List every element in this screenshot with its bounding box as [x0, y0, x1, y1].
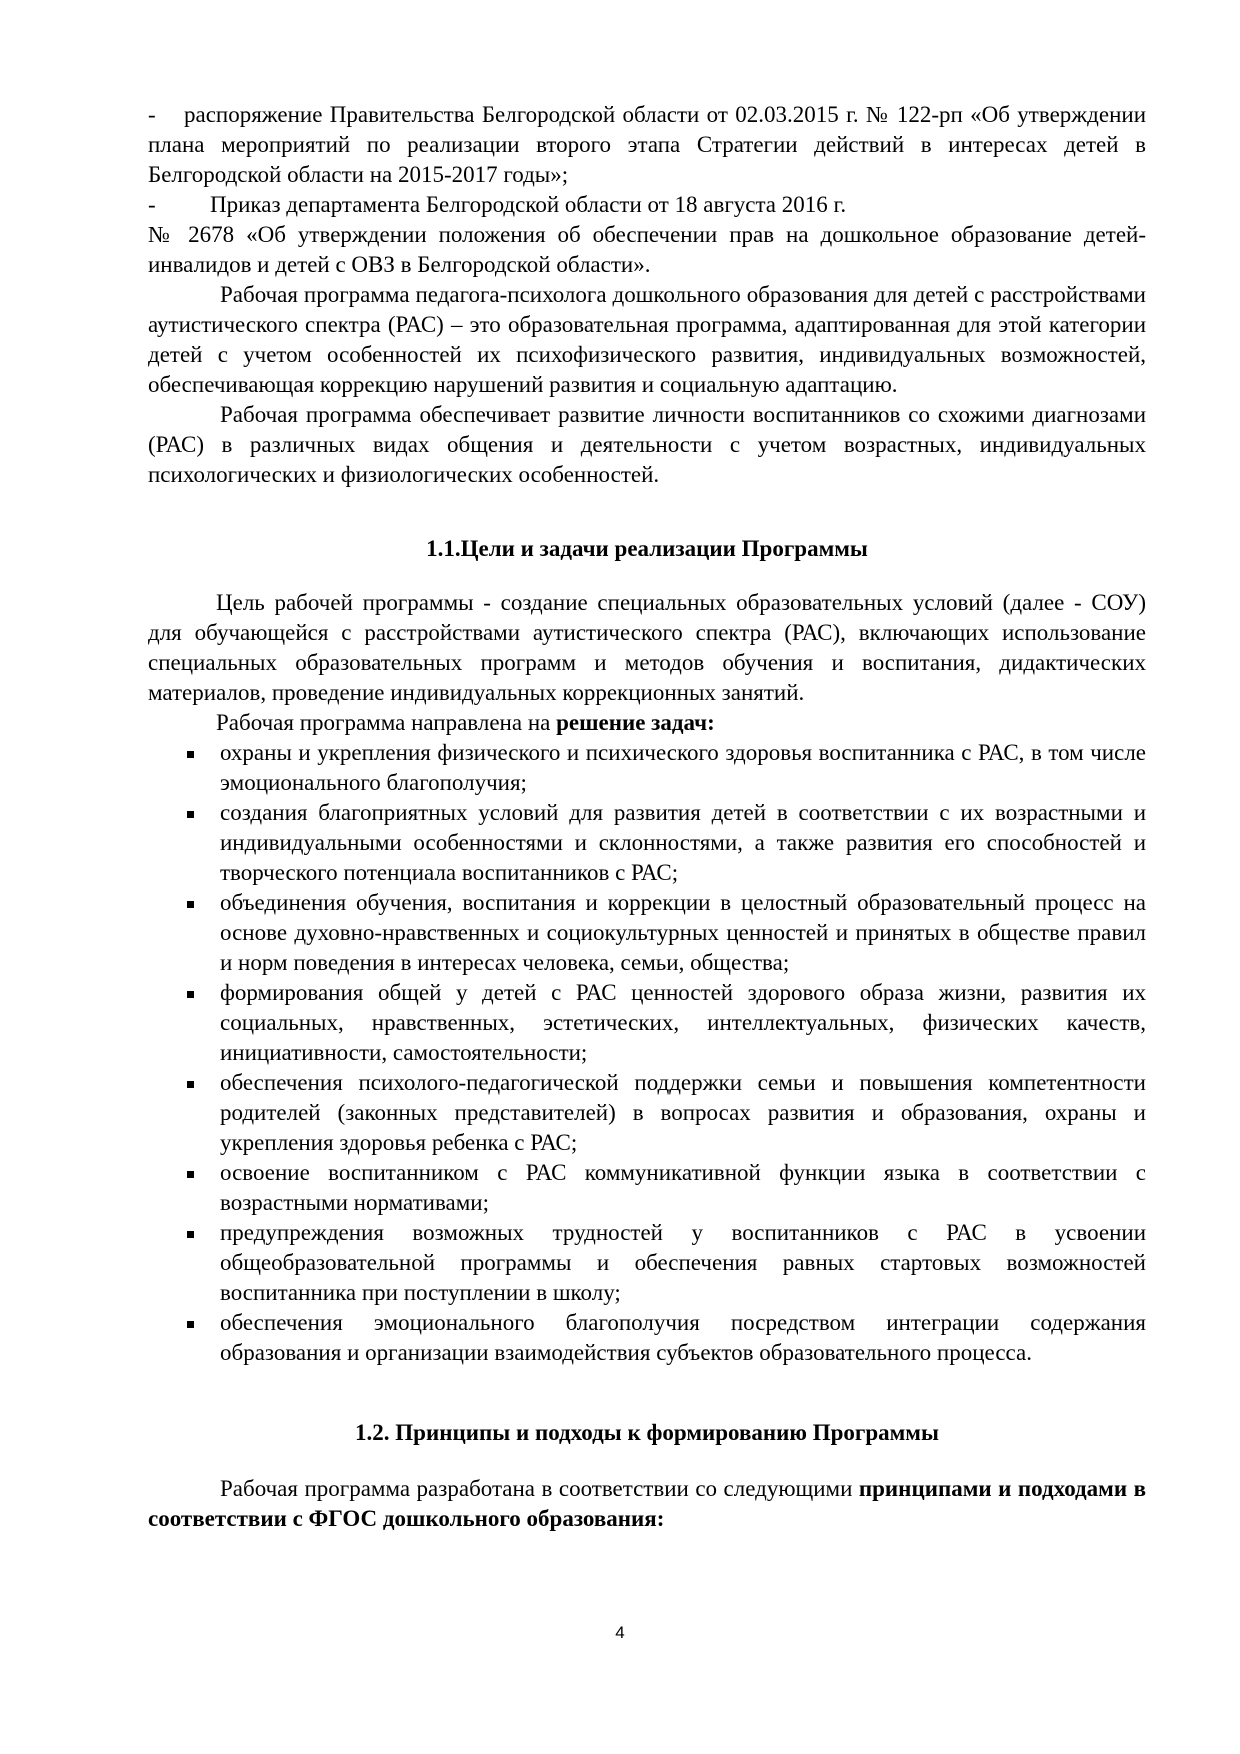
section-2-body	[148, 1474, 1146, 1534]
task-text: освоение воспитанником с РАС коммуникативной функции языка в соответствии с возрастными нормативами;	[220, 1160, 1146, 1215]
legal-item-1-text: распоряжение Правительства Белгородской области от 02.03.2015 г. № 122-рп «Об утверждении плана мероприятий по реализации второго этапа Стратегии действий в интересах детей в Белгородской области на 2015-2017 годы»;	[148, 102, 1146, 187]
task-text: создания благоприятных условий для развития детей в соответствии с их возрастными и индивидуальными особенностями и склонностями, а также развития его способностей и творческого потенциала воспитанников с РАС;	[220, 800, 1146, 885]
list-item	[148, 1158, 1146, 1218]
tasks-intro-bold: решение задач:	[556, 710, 715, 735]
principles-paragraph	[148, 1474, 1146, 1534]
bullet-icon	[187, 1081, 194, 1088]
intro-paragraph-1: Рабочая программа педагога-психолога дошкольного образования для детей с расстройствами аутистического спектра (РАС) – это образовательная программа, адаптированная для этой категории детей с учетом особенностей их психофизического развития, индивидуальных возможностей, обеспечивающая коррекцию нарушений развития и социальную адаптацию.	[148, 282, 1146, 397]
task-text: обеспечения психолого-педагогической поддержки семьи и повышения компетентности родителей (законных представителей) в вопросах развития и образования, охраны и укрепления здоровья ребенка с РАС;	[220, 1070, 1146, 1155]
intro-block	[148, 100, 1146, 490]
dash-marker: -	[148, 102, 156, 127]
intro-paragraph-2: Рабочая программа обеспечивает развитие личности воспитанников со схожими диагнозами (РАС) в различных видах общения и деятельности с учетом возрастных, индивидуальных психологических и физиологических особенностей.	[148, 402, 1146, 487]
page-number: 4	[615, 1623, 625, 1642]
bullet-icon	[187, 1171, 194, 1178]
list-item	[148, 1308, 1146, 1368]
task-text: обеспечения эмоционального благополучия посредством интеграции содержания образования и организации взаимодействия субъектов образовательного процесса.	[220, 1310, 1146, 1365]
bullet-icon	[187, 751, 194, 758]
task-text: объединения обучения, воспитания и коррекции в целостный образовательный процесс на основе духовно-нравственных и социокультурных ценностей и принятых в обществе правил и норм поведения в интересах человека, семьи, общества;	[220, 890, 1146, 975]
bullet-icon	[187, 991, 194, 998]
bullet-icon	[187, 1321, 194, 1328]
goal-paragraph: Цель рабочей программы - создание специальных образовательных условий (далее - СОУ) для обучающейся с расстройствами аутистического спектра (РАС), включающих использование специальных образовательных программ и методов обучения и воспитания, дидактических материалов, проведение индивидуальных коррекционных занятий.	[148, 590, 1146, 705]
legal-item-1	[148, 100, 1146, 190]
section-1-heading: 1.1.Цели и задачи реализации Программы	[426, 536, 868, 561]
bullet-icon	[187, 901, 194, 908]
tasks-list	[148, 738, 1146, 1368]
legal-item-2	[148, 190, 1146, 220]
bullet-icon	[187, 1231, 194, 1238]
list-item	[148, 888, 1146, 978]
bullet-icon	[187, 811, 194, 818]
task-text: предупреждения возможных трудностей у воспитанников с РАС в усвоении общеобразовательной программы и обеспечения равных стартовых возможностей воспитанника при поступлении в школу;	[220, 1220, 1146, 1305]
legal-item-2-line1: Приказ департамента Белгородской области от 18 августа 2016 г.	[210, 192, 847, 217]
tasks-intro-text: Рабочая программа направлена на	[216, 710, 551, 735]
list-item	[148, 798, 1146, 888]
list-item	[148, 978, 1146, 1068]
task-text: формирования общей у детей с РАС ценностей здорового образа жизни, развития их социальных, нравственных, эстетических, интеллектуальных, физических качеств, инициативности, самостоятельности;	[220, 980, 1146, 1065]
list-item	[148, 1218, 1146, 1308]
tasks-intro	[148, 708, 1146, 738]
principles-bold: принципами и подходами в соответствии с ФГОС дошкольного образования:	[148, 1476, 1147, 1531]
list-item	[148, 738, 1146, 798]
section-2-heading: 1.2. Принципы и подходы к формированию Программы	[355, 1420, 939, 1445]
legal-item-2-cont: № 2678 «Об утверждении положения об обеспечении прав на дошкольное образование детей-инвалидов и детей с ОВЗ в Белгородской области».	[148, 222, 1146, 277]
principles-text: Рабочая программа разработана в соответствии со следующими	[220, 1476, 853, 1501]
section-1-body	[148, 588, 1146, 1368]
task-text: охраны и укрепления физического и психического здоровья воспитанника с РАС, в том числе эмоционального благополучия;	[220, 740, 1146, 795]
dash-marker: -	[148, 192, 156, 217]
list-item	[148, 1068, 1146, 1158]
